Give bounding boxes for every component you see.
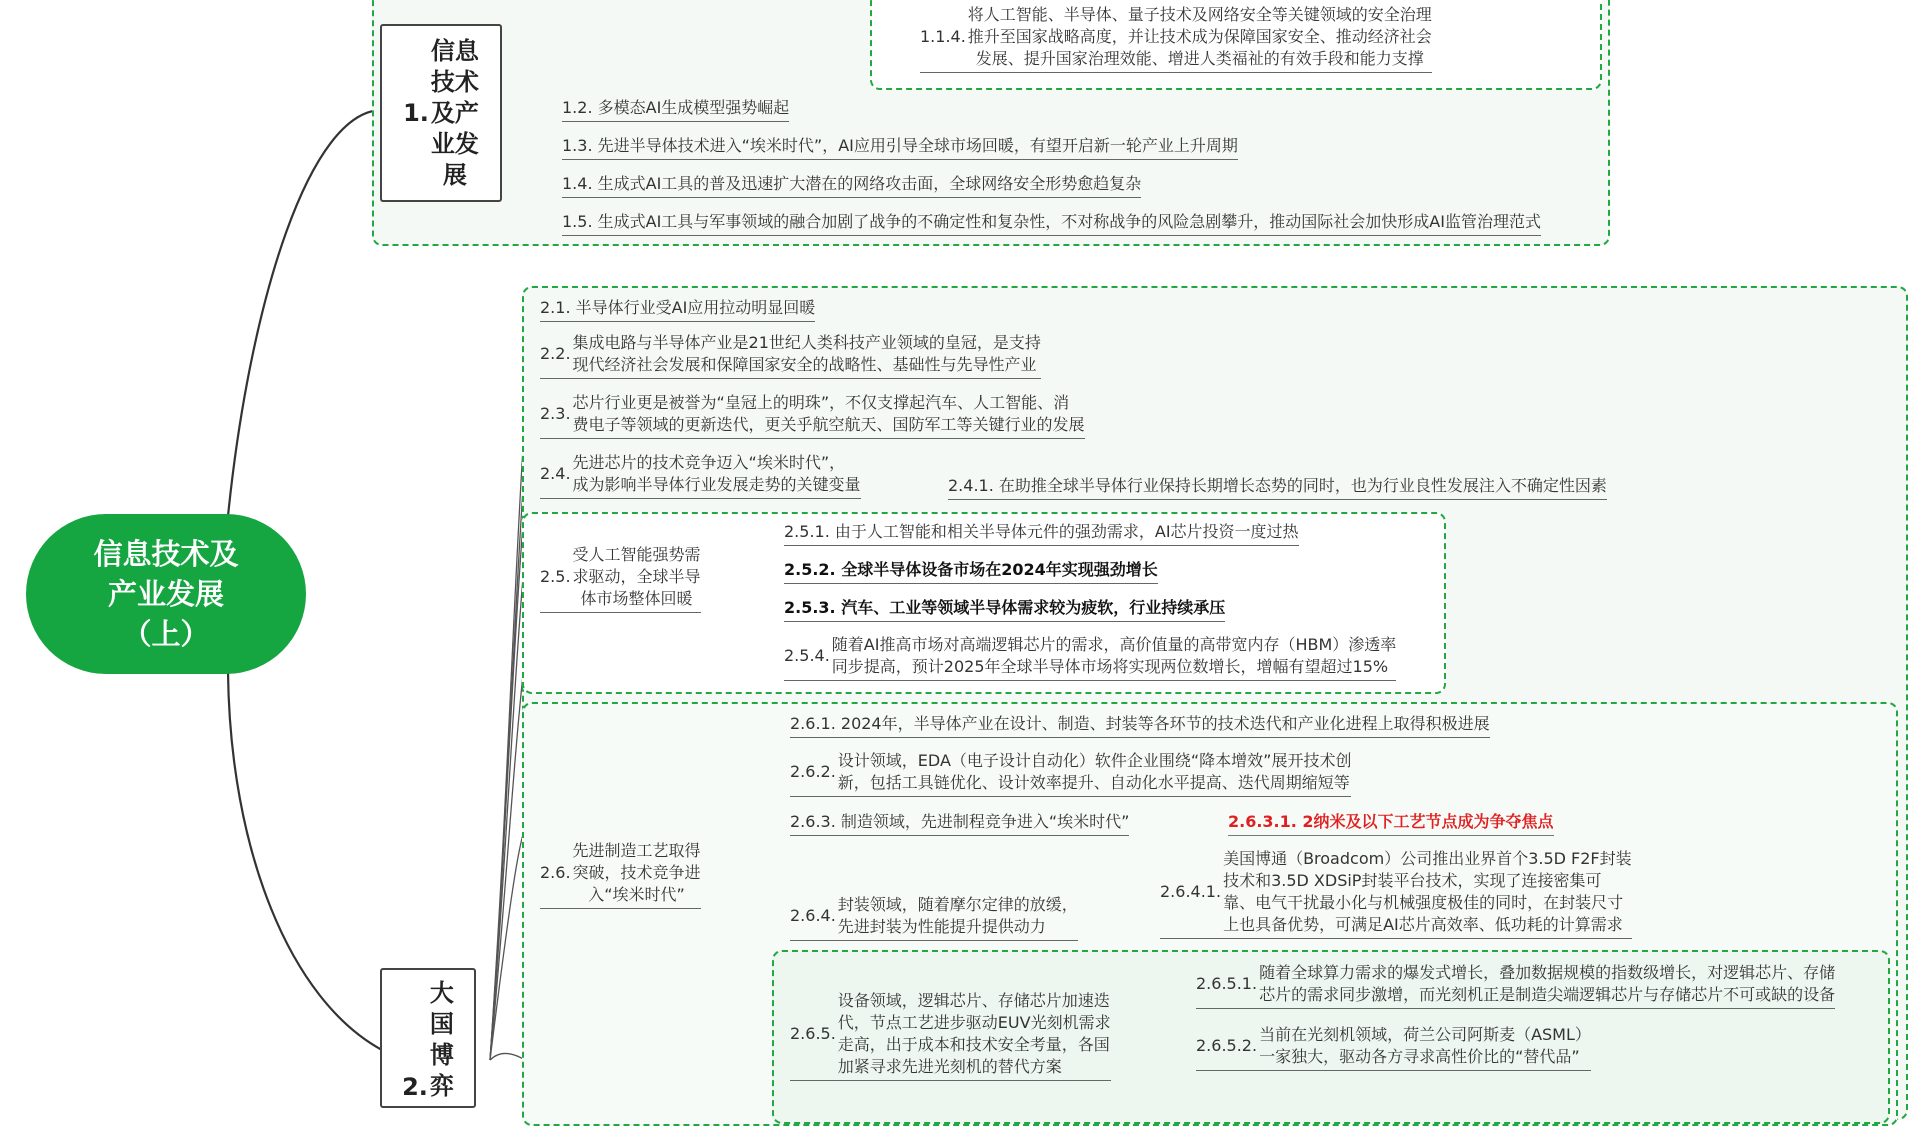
section-1-topic[interactable] bbox=[380, 24, 502, 202]
node-2-6-5-1[interactable]: 2.6.5.1. 随着全球算力需求的爆发式增长，叠加数据规模的指数级增长，对逻辑芯片、存储 芯片的需求同步激增，而光刻机正是制造尖端逻辑芯片与存储芯片不可或缺的设备 bbox=[1196, 962, 1835, 1009]
root-to-section-1-line bbox=[228, 110, 382, 516]
node-2-5-1[interactable]: 2.5.1. 由于人工智能和相关半导体元件的强劲需求，AI芯片投资一度过热 bbox=[784, 520, 1299, 546]
node-2-2[interactable]: 2.2. 集成电路与半导体产业是21世纪人类科技产业领域的皇冠，是支持 现代经济社会发展和保障国家安全的战略性、基础性与先导性产业 bbox=[540, 332, 1041, 379]
node-1-5[interactable]: 1.5. 生成式AI工具与军事领域的融合加剧了战争的不确定性和复杂性，不对称战争的风险急剧攀升，推动国际社会加快形成AI监管治理范式 bbox=[562, 210, 1541, 236]
node-2-6-4[interactable]: 2.6.4. 封装领域，随着摩尔定律的放缓， 先进封装为性能提升提供动力 bbox=[790, 894, 1078, 941]
node-2-6-3[interactable]: 2.6.3. 制造领域，先进制程竞争进入“埃米时代” bbox=[790, 810, 1129, 836]
node-1-2[interactable]: 1.2. 多模态AI生成模型强势崛起 bbox=[562, 96, 789, 122]
node-2-4-1[interactable]: 2.4.1. 在助推全球半导体行业保持长期增长态势的同时，也为行业良性发展注入不确定性因素 bbox=[948, 474, 1607, 500]
root-to-section-2-line bbox=[228, 672, 382, 1050]
section-2-number: 2. bbox=[402, 1073, 428, 1101]
section-1-label: 信息 技术 及产 业发 展 bbox=[430, 36, 479, 189]
node-2-1[interactable]: 2.1. 半导体行业受AI应用拉动明显回暖 bbox=[540, 296, 815, 322]
node-2-5-3[interactable]: 2.5.3. 汽车、工业等领域半导体需求较为疲软，行业持续承压 bbox=[784, 596, 1225, 622]
section-2-topic[interactable] bbox=[380, 968, 476, 1108]
node-2-5[interactable]: 2.5. 受人工智能强势需 求驱动，全球半导 体市场整体回暖 bbox=[540, 544, 701, 613]
node-2-6-1[interactable]: 2.6.1. 2024年，半导体产业在设计、制造、封装等各环节的技术迭代和产业化进程上取得积极进展 bbox=[790, 712, 1490, 738]
section-1-number: 1. bbox=[403, 98, 429, 127]
node-2-3[interactable]: 2.3. 芯片行业更是被誉为“皇冠上的明珠”，不仅支撑起汽车、人工智能、消 费电子等领域的更新迭代，更关乎航空航天、国防军工等关键行业的发展 bbox=[540, 392, 1085, 439]
node-2-6-4-1[interactable]: 2.6.4.1. 美国博通（Broadcom）公司推出业界首个3.5D F2F封装 技术和3.5D XDSiP封装平台技术，实现了连接密集可 靠、电气干扰最小化与机械强度极佳的同时，在封装尺寸 上也具备优势，可满足AI芯片高效率、低功耗的计算需求 bbox=[1160, 848, 1632, 939]
root-topic[interactable]: 信息技术及 产业发展 （上） bbox=[26, 514, 306, 674]
node-2-4[interactable]: 2.4. 先进芯片的技术竞争迈入“埃米时代”， 成为影响半导体行业发展走势的关键变量 bbox=[540, 452, 861, 499]
node-2-6-5-2[interactable]: 2.6.5.2. 当前在光刻机领域，荷兰公司阿斯麦（ASML） 一家独大，驱动各方寻求高性价比的“替代品” bbox=[1196, 1024, 1591, 1071]
node-1-1-4[interactable]: 1.1.4. 将人工智能、半导体、量子技术及网络安全等关键领域的安全治理 推升至国家战略高度，并让技术成为保障国家安全、推动经济社会 发展、提升国家治理效能、增进人类福祉的有效手段和能力支撑 bbox=[920, 4, 1432, 73]
node-1-4[interactable]: 1.4. 生成式AI工具的普及迅速扩大潜在的网络攻击面，全球网络安全形势愈趋复杂 bbox=[562, 172, 1141, 198]
node-2-6-3-1[interactable]: 2.6.3.1. 2纳米及以下工艺节点成为争夺焦点 bbox=[1228, 810, 1554, 836]
section-2-label: 大 国 博 弈 bbox=[429, 979, 454, 1100]
node-2-5-4[interactable]: 2.5.4. 随着AI推高市场对高端逻辑芯片的需求，高价值量的高带宽内存（HBM）渗透率 同步提高，预计2025年全球半导体市场将实现两位数增长，增幅有望超过15% bbox=[784, 634, 1396, 681]
node-2-6-5[interactable]: 2.6.5. 设备领域，逻辑芯片、存储芯片加速迭 代，节点工艺进步驱动EUV光刻机需求 走高，出于成本和技术安全考量，各国 加紧寻求先进光刻机的替代方案 bbox=[790, 990, 1111, 1081]
node-2-6-2[interactable]: 2.6.2. 设计领域，EDA（电子设计自动化）软件企业围绕“降本增效”展开技术创 新，包括工具链优化、设计效率提升、自动化水平提高、迭代周期缩短等 bbox=[790, 750, 1351, 797]
node-1-3[interactable]: 1.3. 先进半导体技术进入“埃米时代”，AI应用引导全球市场回暖，有望开启新一轮产业上升周期 bbox=[562, 134, 1238, 160]
node-2-5-2[interactable]: 2.5.2. 全球半导体设备市场在2024年实现强劲增长 bbox=[784, 558, 1158, 584]
node-2-6[interactable]: 2.6. 先进制造工艺取得 突破，技术竞争进 入“埃米时代” bbox=[540, 840, 701, 909]
